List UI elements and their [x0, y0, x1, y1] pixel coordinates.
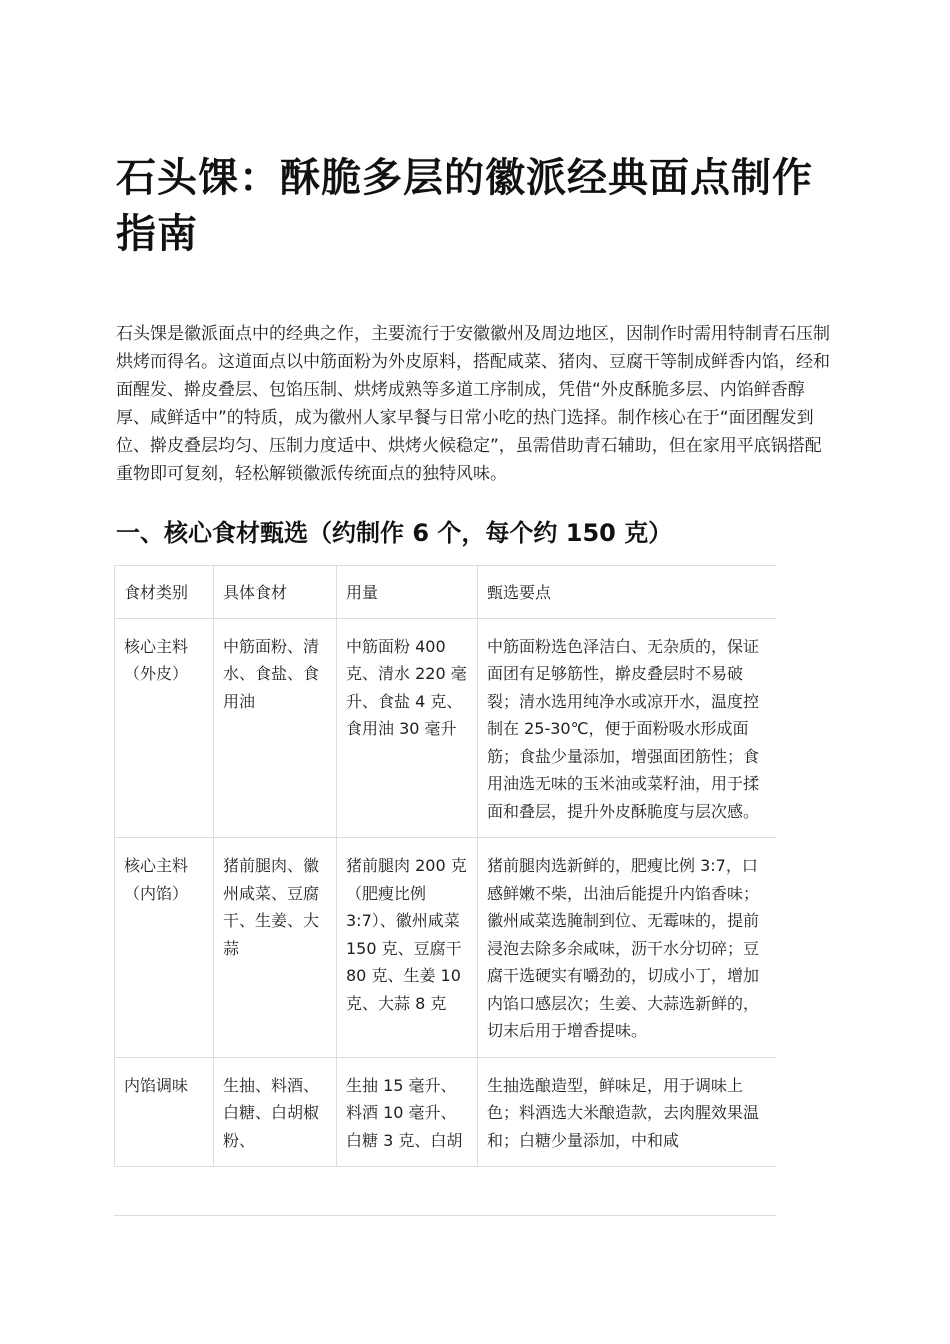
table-header-cell: 甄选要点 [478, 566, 777, 619]
intro-paragraph: 石头馃是徽派面点中的经典之作，主要流行于安徽徽州及周边地区，因制作时需用特制青石压制烘烤而得名。这道面点以中筋面粉为外皮原料，搭配咸菜、猪肉、豆腐干等制成鲜香内馅，经和面醒发、擀皮叠层、包馅压制、烘烤成熟等多道工序制成，凭借“外皮酥脆多层、内馅鲜香醇厚、咸鲜适中”的特质，成为徽州人家早餐与日常小吃的热门选择。制作核心在于“面团醒发到位、擀皮叠层均匀、压制力度适中、烘烤火候稳定”，虽需借助青石辅助，但在家用平底锅搭配重物即可复刻，轻松解锁徽派传统面点的独特风味。 [116, 324, 830, 484]
page-title: 石头馃：酥脆多层的徽派经典面点制作指南 [116, 155, 813, 257]
ingredients-table [114, 565, 776, 1167]
table-cell-ingredients: 中筋面粉、清水、食盐、食用油 [214, 618, 337, 838]
table-cell-amount: 猪前腿肉 200 克（肥瘦比例 3:7）、徽州咸菜 150 克、豆腐干 80 克、生姜 10 克、大蒜 8 克 [337, 838, 478, 1058]
table-row [115, 1057, 777, 1167]
table-cell-amount: 生抽 15 毫升、料酒 10 毫升、白糖 3 克、白胡 [337, 1057, 478, 1167]
table-cell-tips: 中筋面粉选色泽洁白、无杂质的，保证面团有足够筋性，擀皮叠层时不易破裂；清水选用纯净水或凉开水，温度控制在 25-30℃，便于面粉吸水形成面筋；食盐少量添加，增强面团筋性；食用油选无味的玉米油或菜籽油，用于揉面和叠层，提升外皮酥脆度与层次感。 [478, 618, 777, 838]
document-page [116, 150, 836, 1150]
table-header-cell: 用量 [337, 566, 478, 619]
ingredients-table-wrapper [114, 565, 776, 1216]
table-cell-category: 内馅调味 [115, 1057, 214, 1167]
table-cell-ingredients: 生抽、料酒、白糖、白胡椒粉、 [214, 1057, 337, 1167]
section-heading-ingredients: 一、核心食材甄选（约制作 6 个，每个约 150 克） [116, 519, 673, 547]
table-cell-tips: 猪前腿肉选新鲜的，肥瘦比例 3:7，口感鲜嫩不柴，出油后能提升内馅香味；徽州咸菜选腌制到位、无霉味的，提前浸泡去除多余咸味，沥干水分切碎；豆腐干选硬实有嚼劲的，切成小丁，增加内馅口感层次；生姜、大蒜选新鲜的，切末后用于增香提味。 [478, 838, 777, 1058]
table-cell-ingredients: 猪前腿肉、徽州咸菜、豆腐干、生姜、大蒜 [214, 838, 337, 1058]
table-row [115, 838, 777, 1058]
table-cell-amount: 中筋面粉 400 克、清水 220 毫升、食盐 4 克、食用油 30 毫升 [337, 618, 478, 838]
table-header-cell: 食材类别 [115, 566, 214, 619]
table-cell-category: 核心主料（外皮） [115, 618, 214, 838]
table-cell-category: 核心主料（内馅） [115, 838, 214, 1058]
table-cell-tips: 生抽选酿造型，鲜味足，用于调味上色；料酒选大米酿造款，去肉腥效果温和；白糖少量添加，中和咸 [478, 1057, 777, 1167]
table-row [115, 618, 777, 838]
table-header-row [115, 566, 777, 619]
table-header-cell: 具体食材 [214, 566, 337, 619]
